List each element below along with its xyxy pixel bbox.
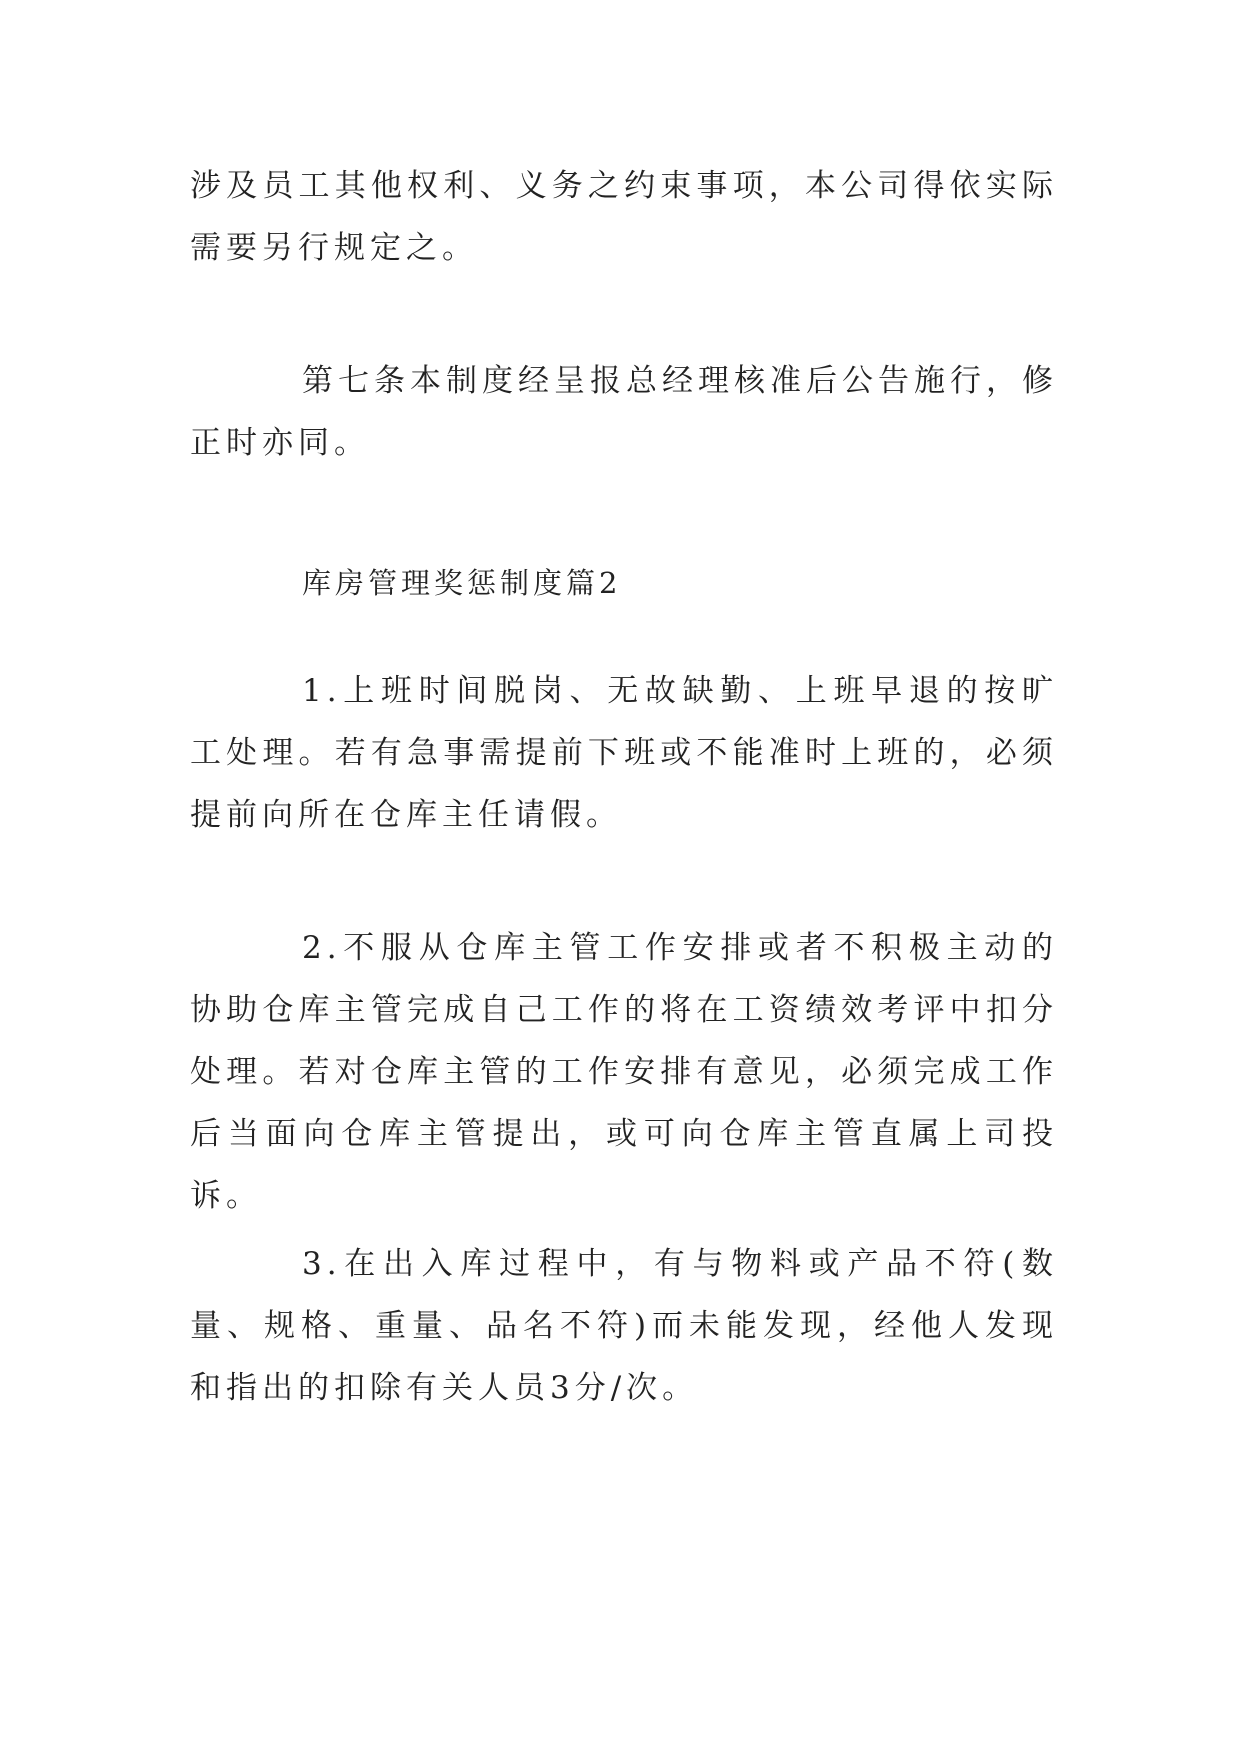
paragraph-item-3: 3.在出入库过程中，有与物料或产品不符(数量、规格、重量、品名不符)而未能发现，经他人发现和指出的扣除有关人员3分/次。 bbox=[190, 1246, 1058, 1406]
section-heading: 库房管理奖惩制度篇2 bbox=[302, 566, 622, 600]
paragraph-item-1: 1.上班时间脱岗、无故缺勤、上班早退的按旷工处理。若有急事需提前下班或不能准时上班的，必须提前向所在仓库主任请假。 bbox=[190, 673, 1058, 833]
paragraph-article-7: 第七条本制度经呈报总经理核准后公告施行，修正时亦同。 bbox=[190, 363, 1058, 461]
paragraph-item-2: 2.不服从仓库主管工作安排或者不积极主动的协助仓库主管完成自己工作的将在工资绩效考评中扣分处理。若对仓库主管的工作安排有意见，必须完成工作后当面向仓库主管提出，或可向仓库主管直属上司投诉。 bbox=[190, 930, 1058, 1214]
paragraph-continuation: 涉及员工其他权利、义务之约束事项，本公司得依实际需要另行规定之。 bbox=[190, 168, 1058, 266]
